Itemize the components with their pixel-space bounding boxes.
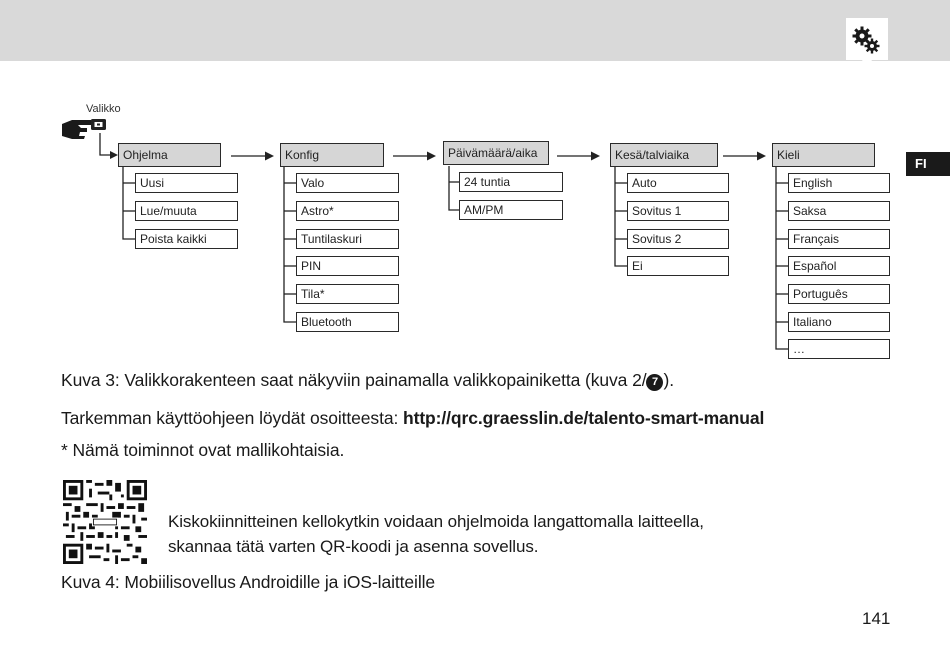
menu-item[interactable]: Tuntilaskuri (296, 229, 399, 249)
menu-item[interactable]: PIN (296, 256, 399, 276)
menu-header-kieli[interactable]: Kieli (772, 143, 875, 167)
menu-item[interactable]: Français (788, 229, 890, 249)
manual-text: Tarkemman käyttöohjeen löydät osoitteesta: (61, 408, 404, 428)
menu-item[interactable]: English (788, 173, 890, 193)
figure-reference-badge: 7 (646, 374, 663, 391)
manual-reference (61, 408, 764, 429)
menu-item[interactable]: Poista kaikki (135, 229, 238, 249)
menu-label: Valikko (86, 103, 121, 115)
menu-item[interactable]: Uusi (135, 173, 238, 193)
manual-url-link[interactable]: http://qrc.graesslin.de/talento-smart-manual (403, 408, 765, 428)
menu-item[interactable]: Bluetooth (296, 312, 399, 332)
app-info-line-2: skannaa tätä varten QR-koodi ja asenna sovellus. (168, 537, 539, 556)
menu-item[interactable]: Sovitus 1 (627, 201, 729, 221)
header-bar (0, 0, 950, 61)
menu-item[interactable]: … (788, 339, 890, 359)
menu-header-paivamaara[interactable]: Päivämäärä/aika (443, 141, 549, 165)
menu-item[interactable]: Sovitus 2 (627, 229, 729, 249)
menu-item[interactable]: 24 tuntia (459, 172, 563, 192)
footnote: * Nämä toiminnot ovat mallikohtaisia. (61, 440, 345, 460)
language-tab: FI (906, 152, 950, 176)
caption3-suffix: ). (663, 370, 674, 390)
menu-item[interactable]: Tila* (296, 284, 399, 304)
menu-item[interactable]: Português (788, 284, 890, 304)
menu-item[interactable]: AM/PM (459, 200, 563, 220)
menu-header-kesa-talviaika[interactable]: Kesä/talviaika (610, 143, 718, 167)
caption-figure-4: Kuva 4: Mobiilisovellus Androidille ja iOS-laitteille (61, 572, 436, 592)
menu-item[interactable]: Astro* (296, 201, 399, 221)
menu-item[interactable]: Valo (296, 173, 399, 193)
gears-icon (846, 18, 888, 60)
caption3-text: Kuva 3: Valikkorakenteen saat näkyviin painamalla valikkopainiketta (kuva 2/ (61, 370, 647, 390)
menu-item[interactable]: Auto (627, 173, 729, 193)
menu-item[interactable]: Español (788, 256, 890, 276)
menu-header-ohjelma[interactable]: Ohjelma (118, 143, 221, 167)
app-info-line-1: Kiskokiinnitteinen kellokytkin voidaan ohjelmoida langattomalla laitteella, (168, 512, 704, 531)
caption-figure-3 (61, 370, 674, 391)
menu-item[interactable]: Saksa (788, 201, 890, 221)
qr-code (62, 480, 148, 564)
menu-item[interactable]: Italiano (788, 312, 890, 332)
menu-item[interactable]: Ei (627, 256, 729, 276)
menu-header-konfig[interactable]: Konfig (280, 143, 384, 167)
page-number: 141 (862, 609, 891, 628)
menu-diagram (0, 95, 950, 370)
menu-item[interactable]: Lue/muuta (135, 201, 238, 221)
